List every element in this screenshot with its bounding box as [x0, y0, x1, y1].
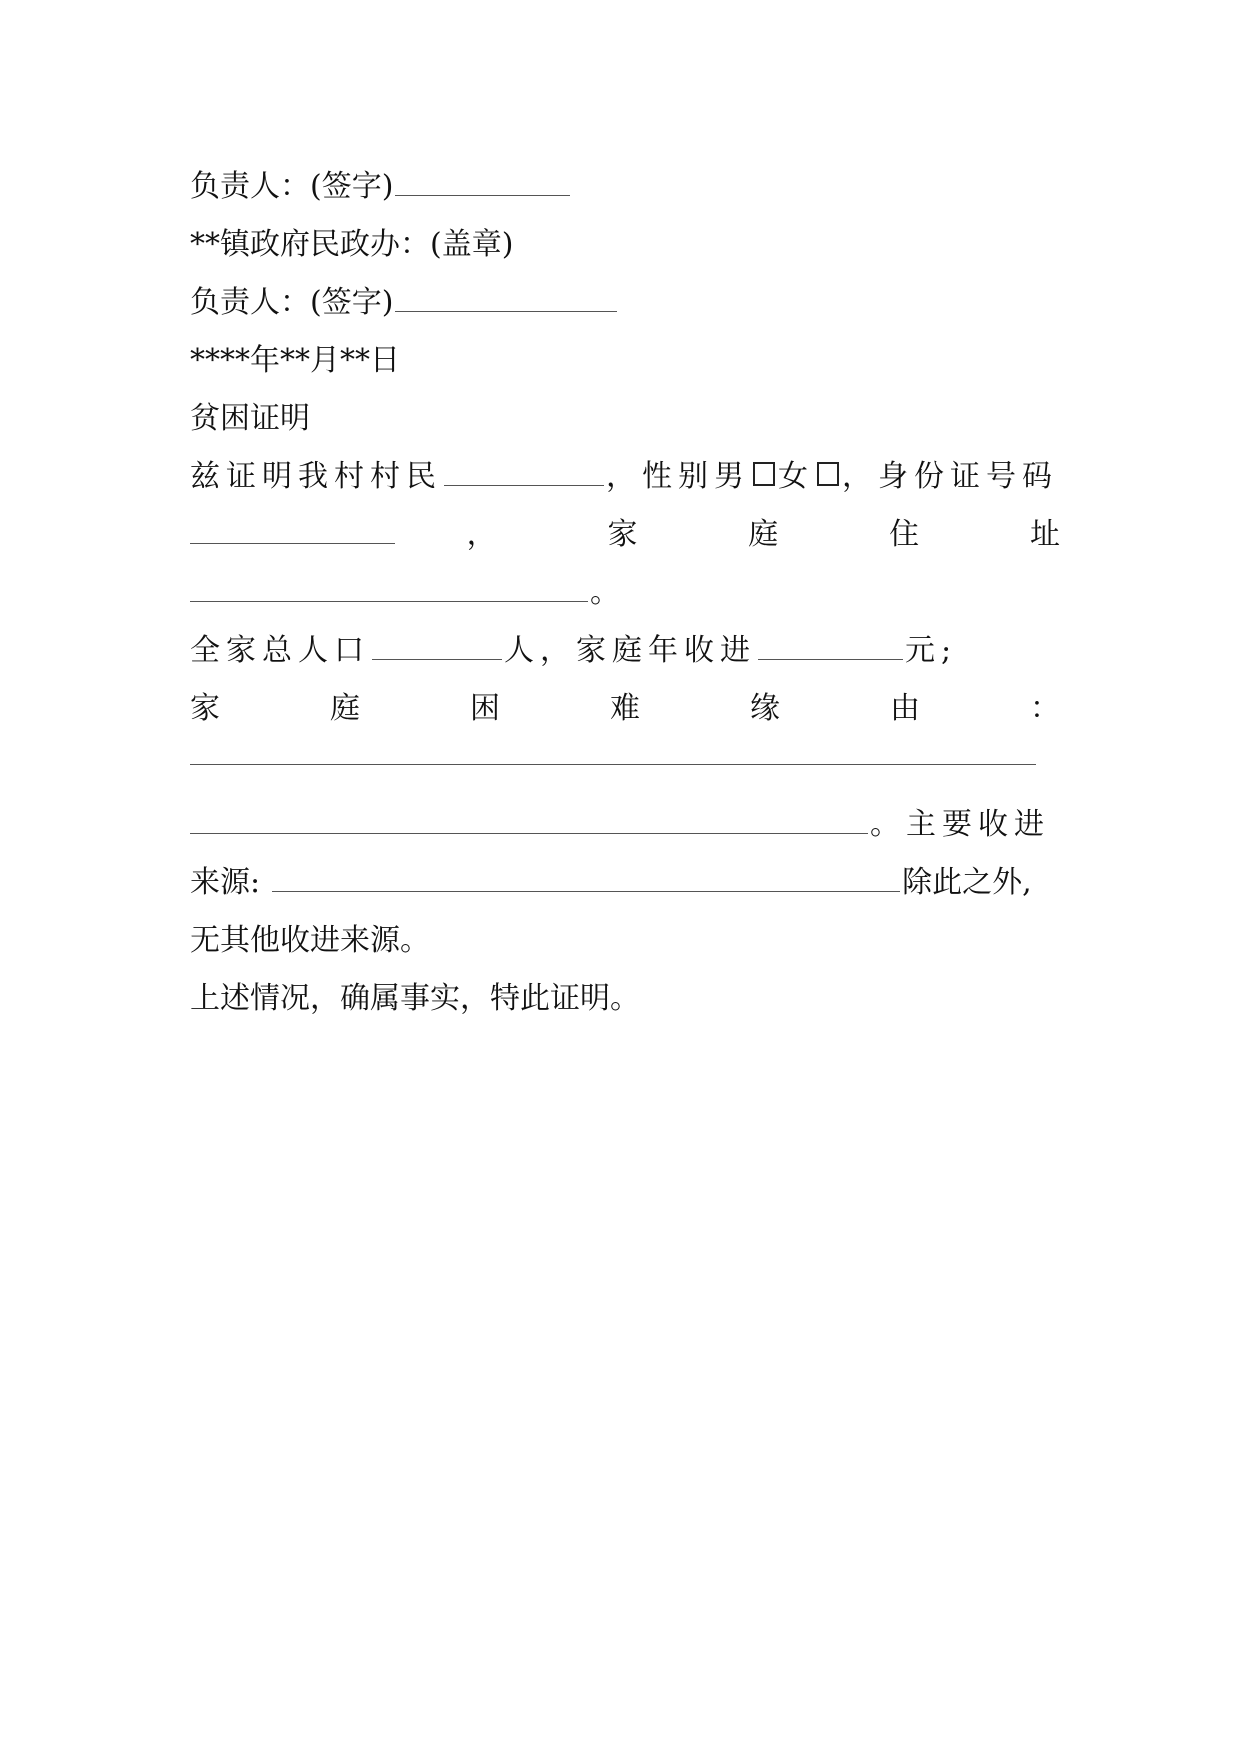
signature-label-2: 负责人：(签字) [190, 285, 394, 320]
villager-name-blank[interactable] [444, 459, 604, 486]
line-title [190, 390, 1060, 448]
line-signature-2 [190, 274, 1060, 332]
address-label-spread [467, 506, 1060, 564]
certify-statement: 上述情况，确属事实，特此证明。 [190, 981, 640, 1016]
no-other-income-text: 无其他收进来源。 [190, 923, 430, 958]
hardship-char-4: 难 [610, 691, 640, 726]
comma-text: ， [466, 517, 497, 552]
gender-label: ，性别男 [606, 459, 750, 494]
gender-female-label: 女 [778, 459, 814, 494]
address-end-mark: 。 [590, 575, 620, 610]
line-id-address [190, 506, 1060, 564]
hardship-colon: ： [1030, 691, 1060, 726]
hardship-char-6: 由 [890, 691, 920, 726]
annual-income-label: 人，家庭年收进 [504, 633, 756, 668]
population-blank[interactable] [372, 633, 502, 660]
income-source-label: 来源: [190, 865, 261, 900]
household-population-label: 全家总人口 [190, 633, 370, 668]
line-hardship-reason [190, 680, 1060, 738]
address-char-3: 住 [889, 517, 920, 552]
line-hardship-blank-1 [190, 738, 1060, 796]
line-certify [190, 970, 1060, 1028]
line-villager-info [190, 448, 1060, 506]
currency-unit: 元; [905, 633, 958, 668]
line-address-blank [190, 564, 1060, 622]
address-char-1: 家 [607, 517, 638, 552]
line-signature-1 [190, 158, 1060, 216]
hardship-char-3: 困 [470, 691, 500, 726]
signature-blank-1[interactable] [395, 169, 570, 196]
hardship-blank-2[interactable] [190, 807, 868, 834]
civil-affairs-office-label: **镇政府民政办：(盖章) [190, 227, 514, 262]
line-household [190, 622, 1060, 680]
signature-label-1: 负责人：(签字) [190, 169, 394, 204]
line-civil-affairs-office [190, 216, 1060, 274]
gender-male-checkbox[interactable] [753, 462, 775, 486]
id-number-label: ，身份证号码 [842, 459, 1058, 494]
income-source-blank[interactable] [272, 865, 900, 892]
date-text: ****年**月**日 [190, 343, 400, 378]
address-char-2: 庭 [748, 517, 779, 552]
signature-blank-2[interactable] [395, 285, 617, 312]
document-page [190, 158, 1060, 1028]
hardship-char-2: 庭 [330, 691, 360, 726]
hardship-char-1: 家 [190, 691, 220, 726]
address-blank[interactable] [190, 575, 588, 602]
hardship-label-spread [190, 680, 1060, 738]
hardship-blank-1[interactable] [190, 738, 1036, 765]
document-title: 贫困证明 [190, 401, 310, 436]
line-no-other-income [190, 912, 1060, 970]
villager-label: 兹证明我村村民 [190, 459, 442, 494]
line-hardship-blank-2 [190, 796, 1060, 854]
main-income-label: 。主要收进 [870, 807, 1050, 842]
line-date [190, 332, 1060, 390]
besides-label: 除此之外, [902, 865, 1032, 900]
hardship-char-5: 缘 [750, 691, 780, 726]
address-char-4: 址 [1029, 517, 1060, 552]
income-blank[interactable] [758, 633, 903, 660]
id-number-blank[interactable] [190, 517, 395, 544]
line-income-source [190, 854, 1060, 912]
gender-female-checkbox[interactable] [817, 462, 839, 486]
